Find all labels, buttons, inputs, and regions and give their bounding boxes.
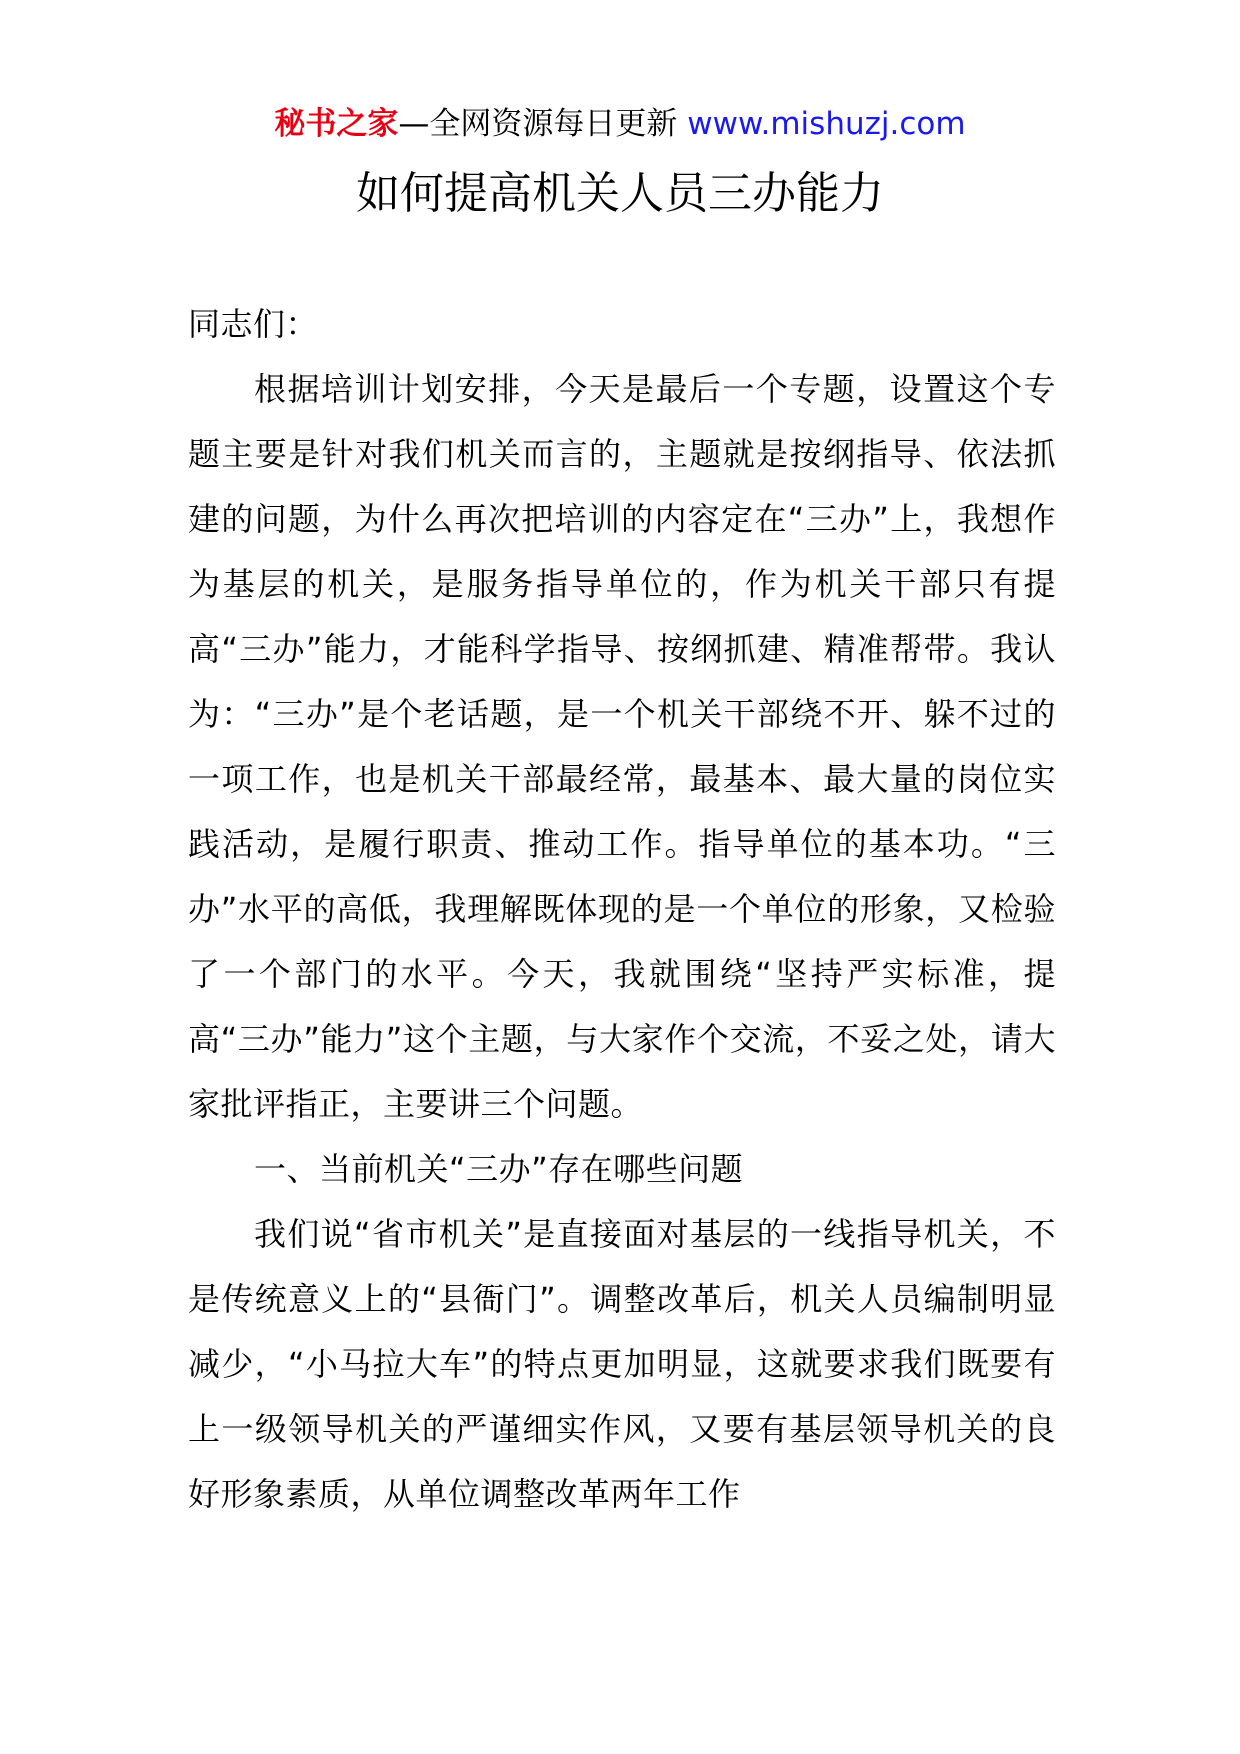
site-url[interactable]: www.mishuzj.com <box>687 106 966 142</box>
brand-name: 秘书之家 <box>274 106 399 142</box>
intro-paragraph: 根据培训计划安排，今天是最后一个专题，设置这个专题主要是针对我们机关而言的，主题就是按纲指导、依法抓建的问题，为什么再次把培训的内容定在“三办”上，我想作为基层的机关，是服务指导单位的，作为机关干部只有提高“三办”能力，才能科学指导、按纲抓建、精准帮带。我认为：“三办”是个老话题，是一个机关干部绕不开、躲不过的一项工作，也是机关干部最经常，最基本、最大量的岗位实践活动，是履行职责、推动工作。指导单位的基本功。“三办”水平的高低，我理解既体现的是一个单位的形象，又检验了一个部门的水平。今天，我就围绕“坚持严实标准，提高“三办”能力”这个主题，与大家作个交流，不妥之处，请大家批评指正，主要讲三个问题。 <box>188 370 1056 1123</box>
document-body <box>188 292 1056 1527</box>
section-paragraph: 我们说“省市机关”是直接面对基层的一线指导机关，不是传统意义上的“县衙门”。调整改革后，机关人员编制明显减少，“小马拉大车”的特点更加明显，这就要求我们既要有上一级领导机关的严谨细实作风，又要有基层领导机关的良好形象素质，从单位调整改革两年工作 <box>188 1215 1056 1513</box>
header-tagline: —全网资源每日更新 <box>398 106 688 142</box>
site-header <box>0 100 1240 148</box>
document-title: 如何提高机关人员三办能力 <box>356 168 884 219</box>
section-heading: 一、当前机关“三办”存在哪些问题 <box>254 1150 744 1188</box>
salutation: 同志们： <box>188 305 319 343</box>
